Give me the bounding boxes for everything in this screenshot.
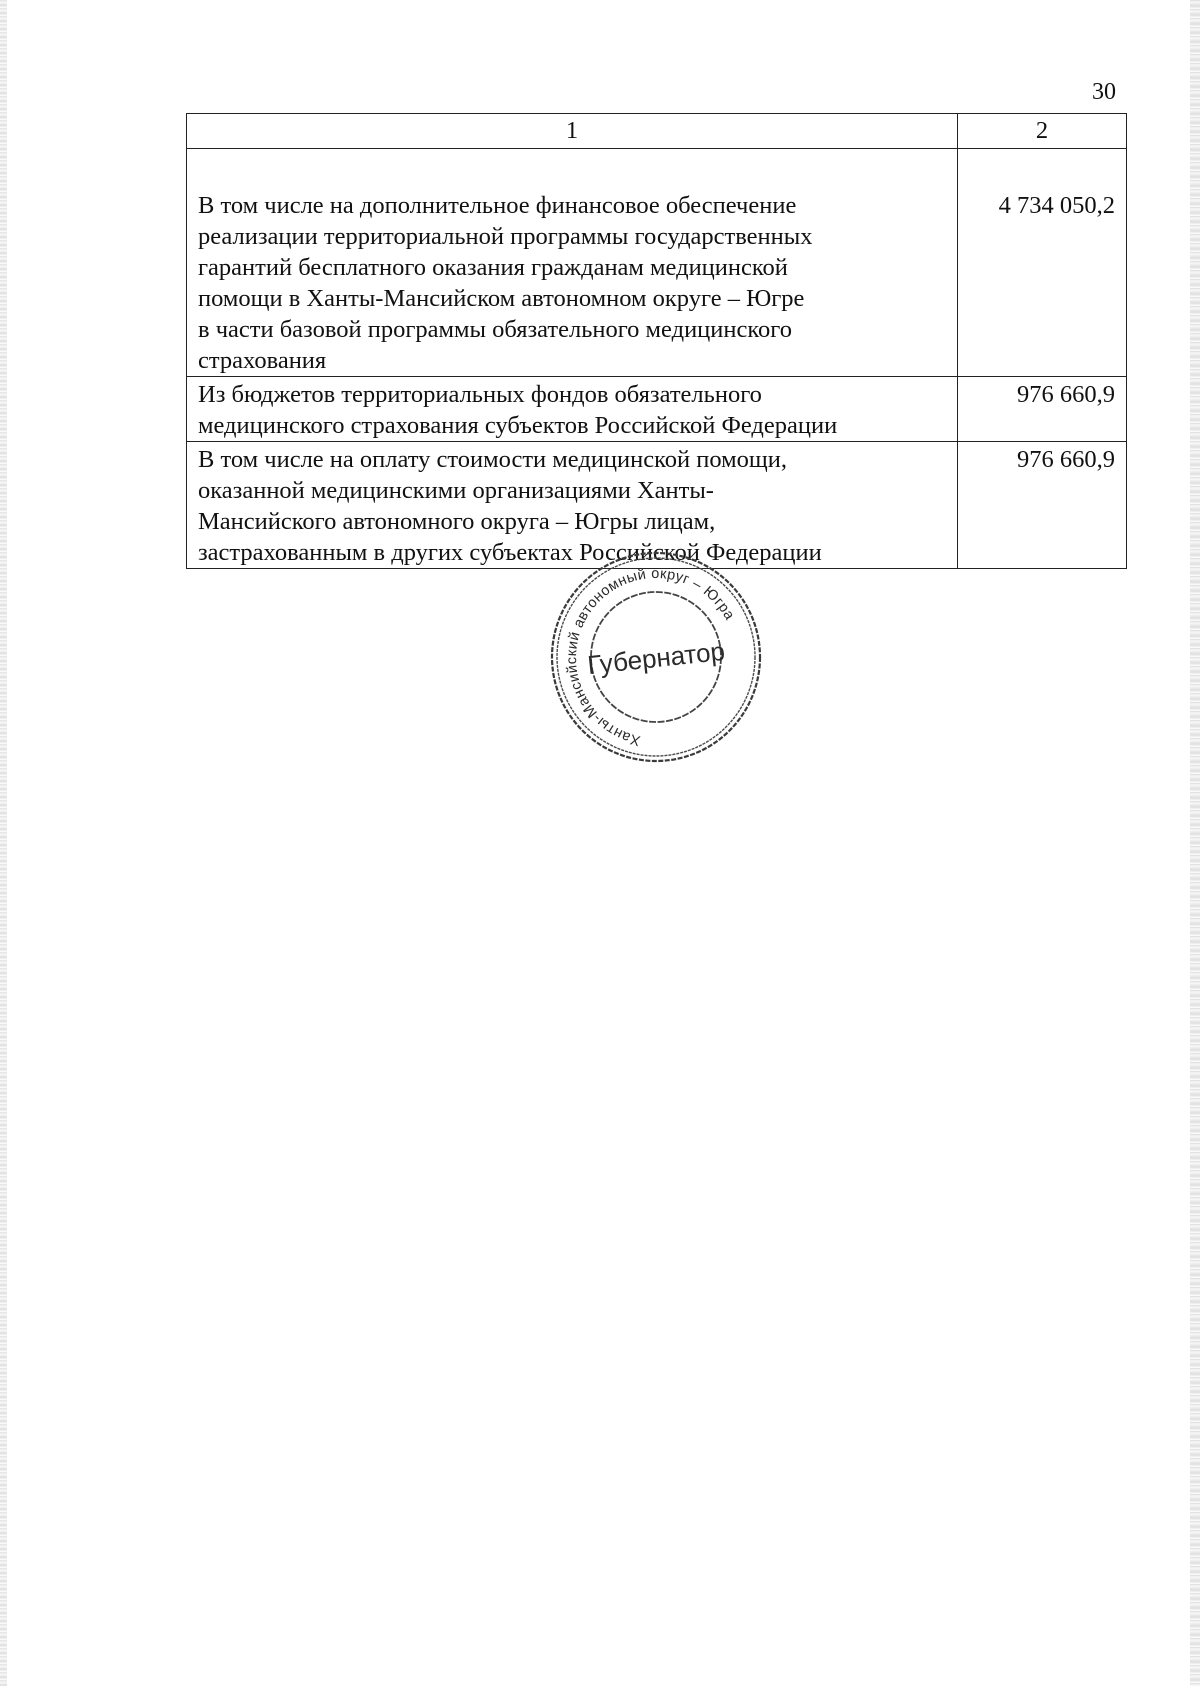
row-amount: 4 734 050,2 [958,149,1127,377]
budget-table [186,113,1127,569]
scan-edge-left [0,0,7,1686]
table-row [187,149,1127,377]
row-amount: 976 660,9 [958,442,1127,569]
row-description-text: Из бюджетов территориальных фондов обязательного медицинского страхования субъектов Российской Федерации [198,381,838,439]
table-header-row [187,114,1127,149]
seal-graphic [545,548,767,766]
column-header-1: 1 [187,114,958,149]
row-description-text: В том числе на дополнительное финансовое обеспечение реализации территориальной программы государственных гарантий бесплатного оказания гражданам медицинской помощи в Ханты-Мансийском автономном округе – Югре в части базовой программы обязательного медицинского страхования [198,192,813,374]
row-description [187,149,958,377]
page-number: 30 [1092,79,1116,105]
scan-edge-right [1190,0,1200,1686]
row-description [187,377,958,442]
official-seal [545,548,767,766]
seal-center-text: Губернатор [585,635,727,681]
seal-ring-text: Ханты-Мансийский автономный округ – Югра [563,565,738,749]
table-row [187,377,1127,442]
row-amount: 976 660,9 [958,377,1127,442]
row-description-text: В том числе на оплату стоимости медицинской помощи, оказанной медицинскими организациями Ханты- Мансийского автономного округа – Югры лицам, застрахованным в других субъектах Российской Федерации [198,446,822,566]
column-header-2: 2 [958,114,1127,149]
